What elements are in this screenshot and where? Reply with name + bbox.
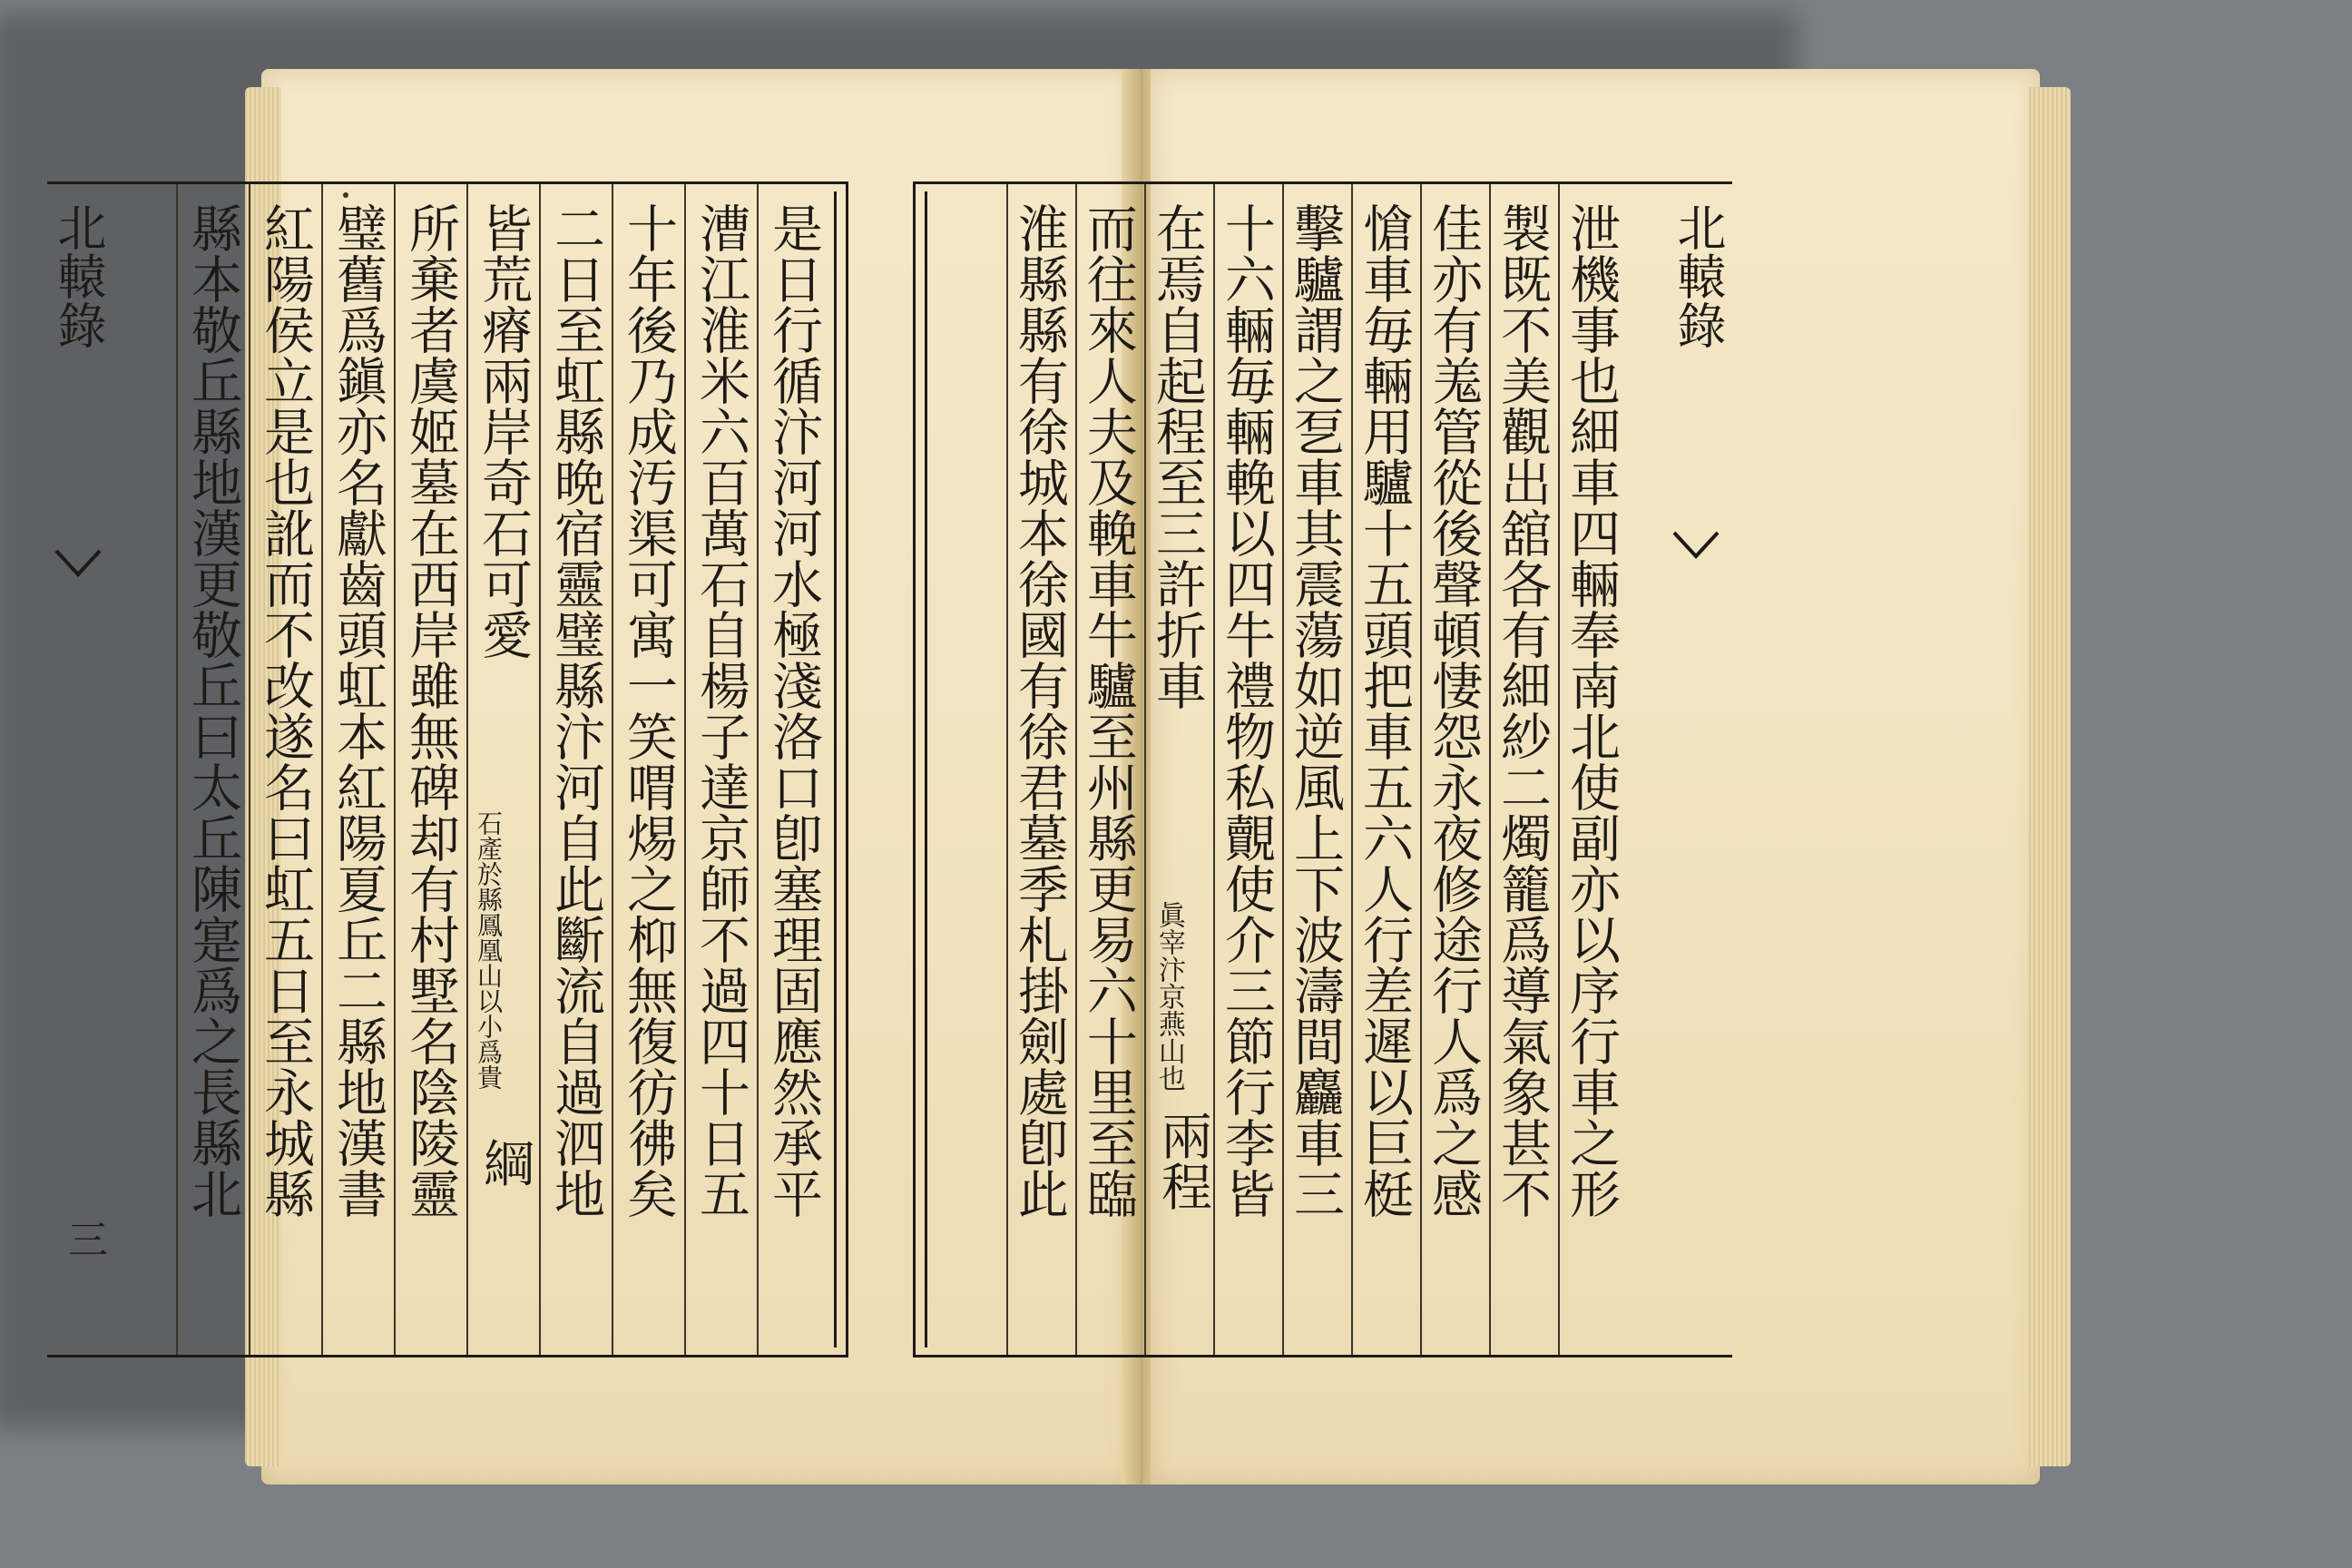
left-col-5-annotation-tail: 綱 <box>475 1137 534 1188</box>
left-col-6: 所棄者虞姬墓在西岸雖無碑却有村墅名陰陵靈 <box>394 184 466 1355</box>
left-col-5 <box>466 184 539 1355</box>
right-col-2: 製既不美觀出舘各有細紗二燭籠爲導氣象甚不 <box>1489 184 1558 1355</box>
right-page-edge <box>2029 87 2071 1466</box>
right-text-columns <box>937 184 1627 1355</box>
right-margin-column <box>1660 184 1736 1355</box>
left-margin-column <box>45 184 114 1355</box>
right-col-7 <box>1144 184 1213 1355</box>
left-col-7: 璧舊爲鎭亦名獻齒頭虹本紅陽夏丘二縣地漢書 <box>321 184 394 1355</box>
left-col-3: 十年後乃成汚渠可寓一笑喟焬之枊無復彷彿矣 <box>612 184 684 1355</box>
right-col-5: 擊驢謂之乭車其震蕩如逆風上下波濤間麤車三 <box>1282 184 1351 1355</box>
left-text-columns <box>176 184 829 1355</box>
left-col-9: 縣本敬丘縣地漢更敬丘曰太丘陳寔爲之長縣北 <box>176 184 249 1355</box>
left-col-5-main: 皆荒瘠兩岸奇石可愛 <box>474 202 533 660</box>
right-text-frame <box>913 181 1732 1357</box>
fish-tail-mark-icon <box>1671 529 1721 565</box>
left-col-5-annotation: 石產於縣鳳凰山以小爲貴 <box>474 810 504 1090</box>
left-text-frame <box>47 181 848 1357</box>
right-col-3: 佳亦有羗管從後聲頓悽怨永夜修途行人爲之感 <box>1420 184 1489 1355</box>
ink-speck <box>343 192 348 198</box>
right-col-7-main: 在焉自起程至三許折車 <box>1147 202 1207 710</box>
right-col-9: 淮縣縣有徐城本徐國有徐君墓季札掛劍處卽此 <box>1006 184 1075 1355</box>
left-folio-number: 三 <box>61 1219 107 1259</box>
right-col-4: 愴車毎輛用驢十五頭把車五六人行差遲以巨梃 <box>1351 184 1420 1355</box>
right-col-10 <box>937 184 1006 1355</box>
left-margin-title: 北轅錄 <box>50 202 107 349</box>
fish-tail-mark-icon <box>53 547 103 583</box>
right-col-7-annotation: 眞宰汴京燕山也 <box>1152 901 1185 1092</box>
left-col-1: 是日行循汴河河水極淺洛口卽塞理固應然承平 <box>757 184 829 1355</box>
left-col-4: 二日至虹縣晩宿靈璧縣汴河自此斷流自過泗地 <box>539 184 612 1355</box>
left-col-8: 紅陽侯立是也訛而不改遂名曰虹五日至永城縣 <box>249 184 321 1355</box>
right-col-8: 而往來人夫及輓車牛驢至州縣更易六十里至臨 <box>1075 184 1144 1355</box>
right-col-6: 十六輛毎輛輓以四牛禮物私覿使介三節行李皆 <box>1213 184 1282 1355</box>
right-col-1: 泄機事也細車四輛奉南北使副亦以序行車之形 <box>1558 184 1627 1355</box>
left-col-2: 漕江淮米六百萬石自楊子達京師不過四十日五 <box>684 184 757 1355</box>
right-col-7-annotation-tail: 兩程 <box>1152 1110 1212 1211</box>
right-margin-title: 北轅錄 <box>1670 202 1727 349</box>
